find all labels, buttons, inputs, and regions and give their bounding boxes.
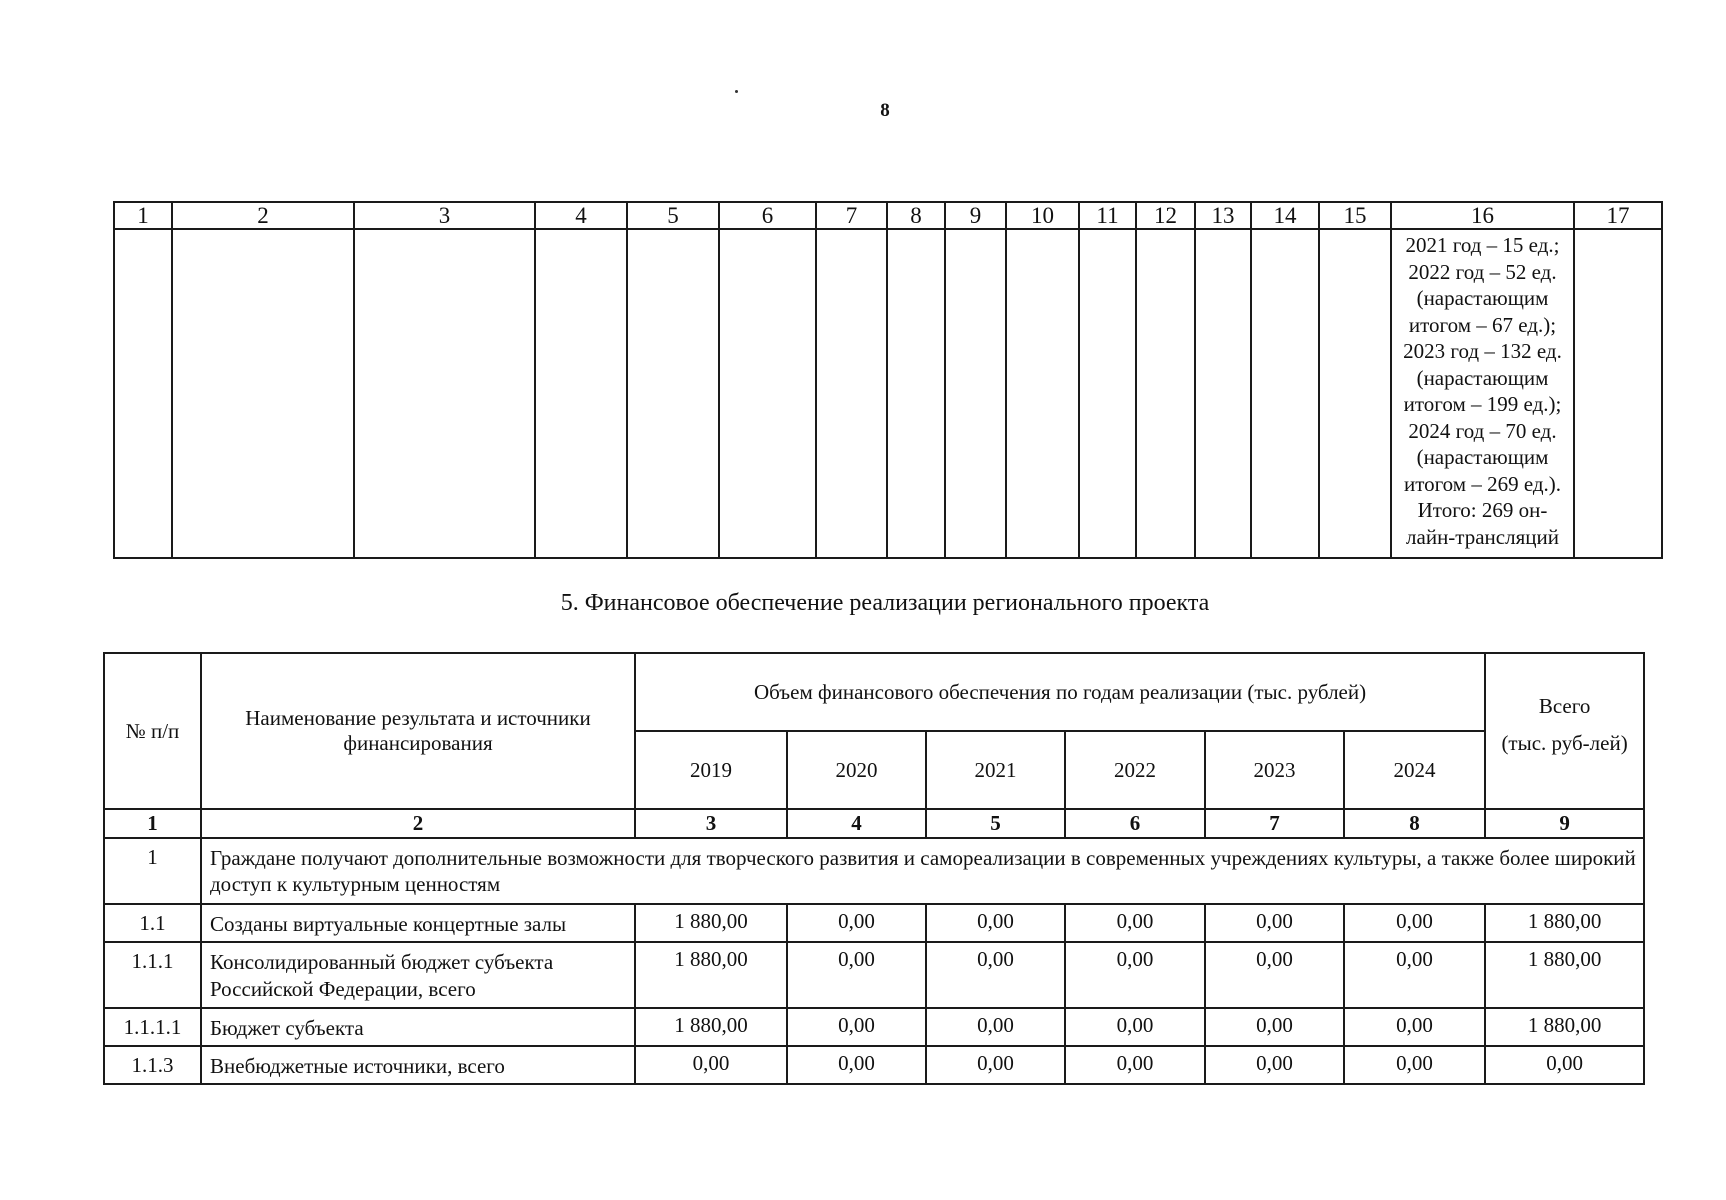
table-row [104, 1046, 1644, 1084]
row-number: 1.1.1 [104, 942, 201, 1008]
empty-cell [887, 229, 945, 558]
value-cell: 0,00 [1344, 904, 1485, 942]
empty-cell [354, 229, 535, 558]
value-cell: 0,00 [1344, 942, 1485, 1008]
table-row [114, 229, 1662, 558]
col-number: 14 [1251, 202, 1319, 229]
header-year: 2024 [1344, 731, 1485, 809]
value-cell: 0,00 [787, 942, 926, 1008]
header-no: № п/п [104, 653, 201, 809]
col-number: 4 [787, 809, 926, 838]
header-year: 2019 [635, 731, 787, 809]
empty-cell [114, 229, 172, 558]
col-number: 13 [1195, 202, 1251, 229]
empty-cell [1136, 229, 1195, 558]
empty-cell [535, 229, 627, 558]
table-row [104, 942, 1644, 1008]
row-number: 1 [104, 838, 201, 904]
page-number: 8 [880, 100, 890, 121]
col-number: 6 [719, 202, 816, 229]
total-cell: 1 880,00 [1485, 942, 1644, 1008]
col-number: 5 [926, 809, 1065, 838]
value-cell: 0,00 [787, 1046, 926, 1084]
empty-cell [1251, 229, 1319, 558]
text-line: итогом – 269 ед.). [1403, 471, 1562, 496]
scan-speck [735, 90, 738, 93]
row-number: 1.1.3 [104, 1046, 201, 1084]
header-volume: Объем финансового обеспечения по годам реализации (тыс. рублей) [635, 653, 1485, 731]
column-number-row [114, 202, 1662, 229]
row-number: 1.1.1.1 [104, 1008, 201, 1046]
value-cell: 0,00 [1205, 1008, 1344, 1046]
empty-cell [1574, 229, 1662, 558]
col-number: 15 [1319, 202, 1391, 229]
col-number: 7 [1205, 809, 1344, 838]
value-cell: 0,00 [635, 1046, 787, 1084]
header-year: 2022 [1065, 731, 1205, 809]
value-cell: 0,00 [926, 942, 1065, 1008]
goal-row [104, 838, 1644, 904]
value-cell: 0,00 [1344, 1008, 1485, 1046]
total-cell: 1 880,00 [1485, 1008, 1644, 1046]
empty-cell [719, 229, 816, 558]
text-line: (нарастающим [1416, 445, 1549, 469]
value-cell: 0,00 [1344, 1046, 1485, 1084]
section-title: 5. Финансовое обеспечение реализации регионального проекта [560, 590, 1210, 616]
header-year: 2021 [926, 731, 1065, 809]
value-cell: 0,00 [1065, 1046, 1205, 1084]
goal-text: Граждане получают дополнительные возможности для творческого развития и самореализации в современных учреждениях культуры, а также более широкий доступ к культурным ценностям [201, 838, 1644, 904]
header-total-label: Всего [1538, 694, 1591, 718]
row-name: Созданы виртуальные концертные залы [201, 904, 635, 942]
value-cell: 0,00 [926, 1008, 1065, 1046]
col-number: 12 [1136, 202, 1195, 229]
table-row [104, 904, 1644, 942]
empty-cell [1006, 229, 1079, 558]
col-number: 11 [1079, 202, 1136, 229]
value-cell: 0,00 [926, 1046, 1065, 1084]
col-number: 8 [887, 202, 945, 229]
value-cell: 0,00 [926, 904, 1065, 942]
header-total [1485, 653, 1644, 809]
col-number: 17 [1574, 202, 1662, 229]
broadcast-plan-text [1392, 230, 1573, 550]
row-name: Консолидированный бюджет субъекта Российской Федерации, всего [201, 942, 635, 1008]
col-number: 10 [1006, 202, 1079, 229]
col-number: 9 [945, 202, 1006, 229]
table-row [104, 1008, 1644, 1046]
text-line: итогом – 67 ед.); [1408, 312, 1557, 337]
text-line: 2024 год – 70 ед. [1408, 418, 1557, 443]
row-name: Внебюджетные источники, всего [201, 1046, 635, 1084]
value-cell: 0,00 [1065, 904, 1205, 942]
empty-cell [1195, 229, 1251, 558]
empty-cell [816, 229, 887, 558]
col-number: 16 [1391, 202, 1574, 229]
text-line: итогом – 199 ед.); [1403, 392, 1562, 416]
col-number: 8 [1344, 809, 1485, 838]
col-number: 6 [1065, 809, 1205, 838]
broadcast-plan-cell [1391, 229, 1574, 558]
text-line: 2023 год – 132 ед. [1403, 339, 1562, 363]
financing-table [103, 652, 1645, 1085]
value-cell: 0,00 [1205, 1046, 1344, 1084]
col-number: 1 [114, 202, 172, 229]
total-cell: 1 880,00 [1485, 904, 1644, 942]
col-number: 3 [354, 202, 535, 229]
header-year: 2020 [787, 731, 926, 809]
empty-cell [627, 229, 719, 558]
text-line: 2022 год – 52 ед. [1408, 259, 1557, 284]
header-year: 2023 [1205, 731, 1344, 809]
col-number: 5 [627, 202, 719, 229]
col-number: 2 [201, 809, 635, 838]
empty-cell [1079, 229, 1136, 558]
text-line: Итого: 269 он- [1417, 498, 1548, 522]
col-number: 9 [1485, 809, 1644, 838]
col-number: 3 [635, 809, 787, 838]
value-cell: 0,00 [1065, 942, 1205, 1008]
col-number: 2 [172, 202, 354, 229]
value-cell: 0,00 [787, 904, 926, 942]
col-number: 7 [816, 202, 887, 229]
value-cell: 1 880,00 [635, 904, 787, 942]
text-line: лайн-трансляций [1406, 524, 1559, 549]
value-cell: 0,00 [1205, 942, 1344, 1008]
continuation-table [113, 201, 1663, 559]
column-number-row [104, 809, 1644, 838]
col-number: 4 [535, 202, 627, 229]
col-number: 1 [104, 809, 201, 838]
text-line: (нарастающим [1416, 286, 1549, 310]
empty-cell [172, 229, 354, 558]
row-number: 1.1 [104, 904, 201, 942]
empty-cell [945, 229, 1006, 558]
text-line: (нарастающим [1416, 365, 1549, 390]
value-cell: 1 880,00 [635, 1008, 787, 1046]
text-line: 2021 год – 15 ед.; [1405, 233, 1560, 257]
value-cell: 0,00 [787, 1008, 926, 1046]
value-cell: 0,00 [1205, 904, 1344, 942]
header-name: Наименование результата и источники финансирования [201, 653, 635, 809]
row-name: Бюджет субъекта [201, 1008, 635, 1046]
value-cell: 1 880,00 [635, 942, 787, 1008]
header-total-unit: (тыс. руб-лей) [1501, 731, 1628, 755]
total-cell: 0,00 [1485, 1046, 1644, 1084]
value-cell: 0,00 [1065, 1008, 1205, 1046]
empty-cell [1319, 229, 1391, 558]
